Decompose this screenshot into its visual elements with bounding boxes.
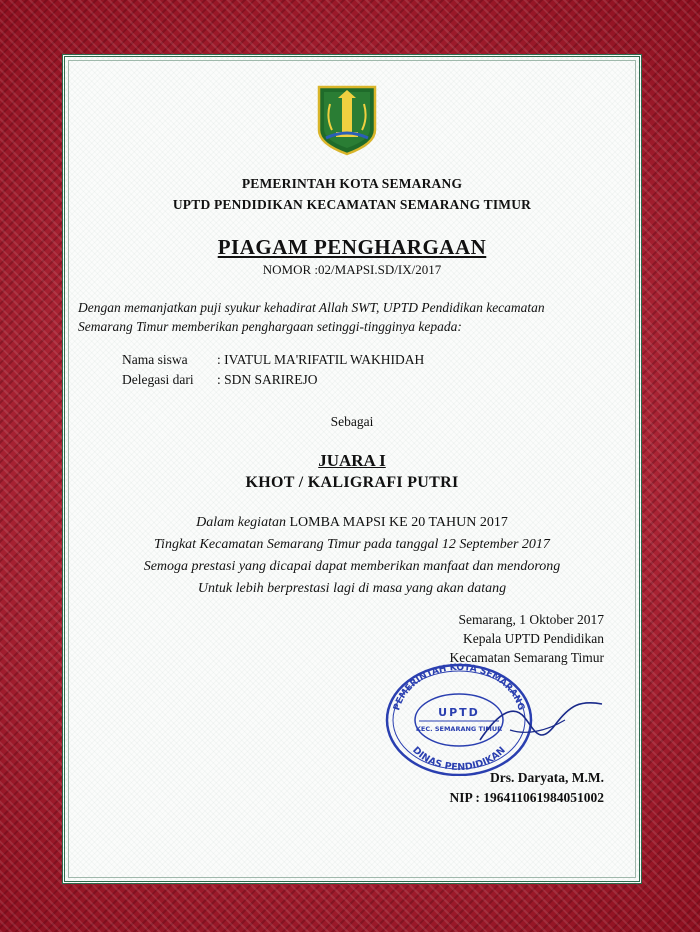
description-line-1 — [62, 512, 642, 534]
award-rank: JUARA I — [318, 451, 386, 470]
delegation-label: Delegasi dari — [122, 372, 194, 387]
name-label: Nama siswa — [122, 352, 188, 367]
as-label: Sebagai — [330, 414, 374, 429]
description-line-3: Semoga prestasi yang dicapai dapat memberikan manfaat dan mendorong — [143, 559, 561, 574]
name-value: : IVATUL MA'RIFATIL WAKHIDAH — [217, 352, 425, 367]
header-line-2: UPTD PENDIDIKAN KECAMATAN SEMARANG TIMUR — [172, 197, 532, 212]
intro-line-1: Dengan memanjatkan puji syukur kehadirat Allah SWT, UPTD Pendidikan kecamatan — [78, 300, 545, 315]
award-category: KHOT / KALIGRAFI PUTRI — [245, 474, 459, 491]
signer-name: Drs. Daryata, M.M. — [490, 770, 604, 785]
event-name: LOMBA MAPSI KE 20 TAHUN 2017 — [289, 515, 508, 530]
handwritten-signature — [470, 690, 610, 760]
stamp-bottom-text: DINAS PENDIDIKAN — [410, 744, 508, 774]
description-line-2: Tingkat Kecamatan Semarang Timur pada tanggal 12 September 2017 — [154, 537, 550, 552]
signer-nip: NIP : 196411061984051002 — [449, 790, 604, 805]
place-date: Semarang, 1 Oktober 2017 — [458, 612, 604, 627]
stamp-middle-text: KEC. SEMARANG TIMUR — [415, 725, 503, 733]
intro-line-2: Semarang Timur memberikan penghargaan setinggi-tingginya kepada: — [78, 319, 462, 334]
signer-position-1: Kepala UPTD Pendidikan — [463, 631, 604, 646]
description-line-4: Untuk lebih berprestasi lagi di masa yang akan datang — [197, 581, 507, 596]
stamp-top-text: PEMERINTAH KOTA SEMARANG — [392, 662, 526, 712]
event-description — [62, 512, 642, 600]
recipient-name-row — [122, 352, 424, 368]
delegation-value: : SDN SARIREJO — [217, 372, 318, 387]
stamp-center-text: UPTD — [438, 706, 480, 719]
city-emblem-icon — [316, 84, 378, 156]
signer-position-2: Kecamatan Semarang Timur — [449, 650, 604, 665]
description-line-1-italic: Dalam kegiatan — [196, 515, 286, 530]
delegation-row — [122, 372, 318, 388]
header-line-1: PEMERINTAH KOTA SEMARANG — [241, 176, 463, 191]
intro-text — [78, 298, 633, 336]
certificate-title: PIAGAM PENGHARGAAN — [217, 235, 487, 259]
certificate-number: NOMOR :02/MAPSI.SD/IX/2017 — [262, 262, 442, 277]
